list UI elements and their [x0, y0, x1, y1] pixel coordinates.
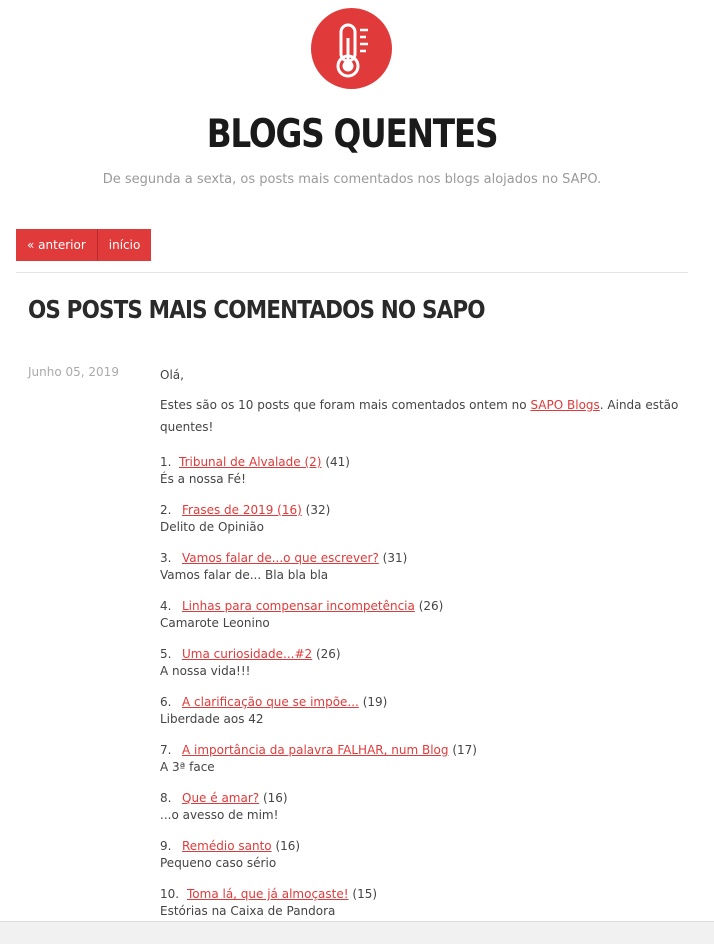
list-item [160, 550, 680, 598]
blog-name: Vamos falar de... Bla bla bla [160, 568, 329, 582]
comment-count: (16) [275, 839, 301, 853]
item-number: 10. [160, 887, 180, 901]
list-item [160, 454, 680, 502]
blog-name: Liberdade aos 42 [160, 712, 264, 726]
item-number: 1. [160, 455, 172, 469]
intro-text-end: . Ainda estão quentes! [160, 398, 679, 434]
item-number: 8. [160, 791, 172, 805]
list-item [160, 502, 680, 550]
list-item [160, 838, 680, 886]
blog-name: És a nossa Fé! [160, 472, 246, 486]
blog-name: A nossa vida!!! [160, 664, 251, 678]
item-number: 3. [160, 551, 172, 565]
intro-paragraph [160, 394, 680, 438]
list-item [160, 790, 680, 838]
blog-name: Delito de Opinião [160, 520, 264, 534]
post-link[interactable]: Frases de 2019 (16) [182, 503, 302, 517]
sapo-blogs-link[interactable]: SAPO Blogs [530, 398, 600, 412]
blog-name: ...o avesso de mim! [160, 808, 279, 822]
item-number: 6. [160, 695, 172, 709]
post-link[interactable]: A importância da palavra FALHAR, num Blog [182, 743, 449, 757]
item-number: 4. [160, 599, 172, 613]
list-item [160, 742, 680, 790]
divider [16, 272, 688, 273]
home-button[interactable]: início [97, 229, 152, 261]
list-item [160, 694, 680, 742]
comment-count: (19) [362, 695, 388, 709]
comment-count: (31) [382, 551, 408, 565]
post-link[interactable]: Linhas para compensar incompetência [182, 599, 415, 613]
post-link[interactable]: Que é amar? [182, 791, 260, 805]
comment-count: (16) [262, 791, 288, 805]
post-link[interactable]: Remédio santo [182, 839, 272, 853]
intro-text: Estes são os 10 posts que foram mais comentados ontem no [160, 398, 531, 412]
comment-count: (17) [452, 743, 477, 757]
site-title[interactable]: BLOGS QUENTES [206, 112, 498, 157]
post-link[interactable]: Tribunal de Alvalade (2) [179, 455, 322, 469]
list-item [160, 646, 680, 694]
item-number: 2. [160, 503, 172, 517]
pagination [16, 229, 151, 261]
post-link[interactable]: A clarificação que se impõe... [182, 695, 359, 709]
comment-count: (26) [418, 599, 444, 613]
comment-count: (15) [352, 887, 378, 901]
greeting-text: Olá, [160, 368, 184, 382]
post-date: Junho 05, 2019 [28, 365, 119, 379]
comment-count: (32) [305, 503, 331, 517]
blog-name: Estórias na Caixa de Pandora [160, 904, 336, 918]
post-title[interactable]: OS POSTS MAIS COMENTADOS NO SAPO [28, 295, 485, 324]
comment-count: (41) [325, 455, 350, 469]
blog-name: Pequeno caso sério [160, 856, 277, 870]
item-number: 7. [160, 743, 172, 757]
previous-button[interactable]: « anterior [16, 229, 97, 261]
footer-bar [0, 921, 714, 944]
blog-name: Camarote Leonino [160, 616, 270, 630]
thermometer-icon [311, 8, 392, 89]
post-link[interactable]: Vamos falar de...o que escrever? [182, 551, 379, 565]
site-tagline: De segunda a sexta, os posts mais comentados nos blogs alojados no SAPO. [102, 172, 602, 187]
list-item [160, 598, 680, 646]
blog-name: A 3ª face [160, 760, 215, 774]
site-logo[interactable] [311, 8, 392, 89]
item-number: 9. [160, 839, 172, 853]
post-link[interactable]: Uma curiosidade...#2 [182, 647, 313, 661]
post-body [160, 364, 680, 934]
comment-count: (26) [315, 647, 341, 661]
top-posts-list [160, 454, 680, 934]
item-number: 5. [160, 647, 172, 661]
post-link[interactable]: Toma lá, que já almoçaste! [187, 887, 349, 901]
